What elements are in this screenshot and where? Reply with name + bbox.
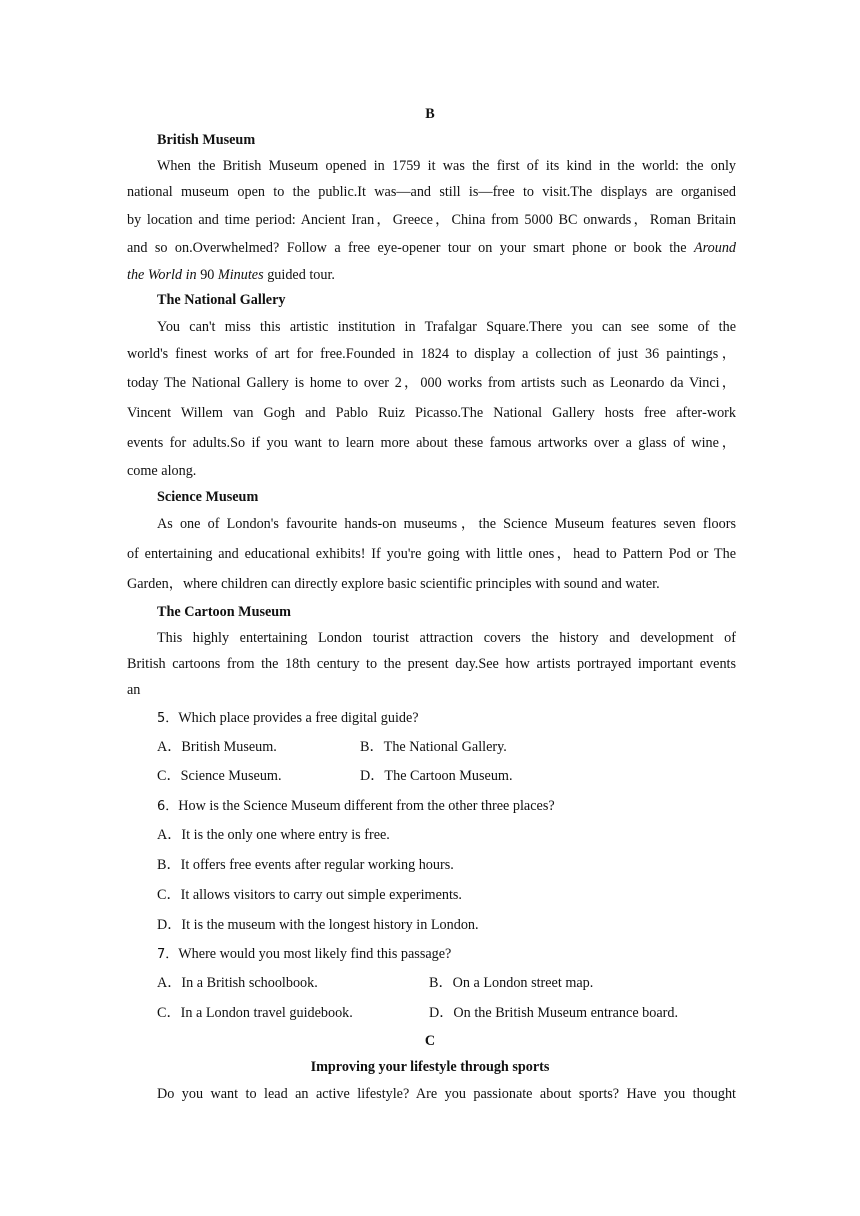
question-6-option-d[interactable]: D．It is the museum with the longest history in London. [157,917,479,933]
question-5-text: Which place provides a free digital guide? [178,710,419,726]
national-gallery-line-3: today The National Gallery is home to over 2，000 works from artists such as Leonardo da Vinci， [127,375,736,391]
science-museum-line-2: of entertaining and educational exhibits! If you're going with little ones，head to Pattern Pod or The [127,546,736,562]
british-museum-line-4 [127,239,736,257]
question-7-option-b[interactable]: B．On a London street map. [429,975,594,991]
british-museum-line-5-tail: guided tour. [267,267,335,283]
national-gallery-heading: The National Gallery [157,292,286,308]
question-6-option-c[interactable]: C．It allows visitors to carry out simple experiments. [157,887,462,903]
question-6-option-a[interactable]: A．It is the only one where entry is free. [157,827,390,843]
british-museum-line-5 [127,266,335,284]
section-c-title: Improving your lifestyle through sports [310,1059,550,1075]
question-5-option-b[interactable]: B．The National Gallery. [360,739,507,755]
question-7 [157,945,451,964]
british-museum-line-5-num: 90 [200,267,215,283]
cartoon-museum-line-1: This highly entertaining London tourist attraction covers the history and development of [157,630,736,646]
national-gallery-line-4: Vincent Willem van Gogh and Pablo Ruiz Picasso.The National Gallery hosts free after‐work [127,405,736,421]
british-museum-line-2: national museum open to the public.It was—and still is—free to visit.The displays are organised [127,184,736,200]
section-c-line-1: Do you want to lead an active lifestyle? Are you passionate about sports? Have you thought [157,1086,736,1102]
question-6-text: How is the Science Museum different from the other three places? [178,798,555,814]
national-gallery-line-1: You can't miss this artistic institution in Trafalgar Square.There you can see some of the [157,319,736,335]
question-7-option-a[interactable]: A．In a British schoolbook. [157,975,318,991]
question-5-option-a[interactable]: A．British Museum. [157,739,277,755]
question-7-option-d[interactable]: D．On the British Museum entrance board. [429,1005,679,1021]
british-museum-line-4-italic: Around [693,240,737,256]
british-museum-line-1: When the British Museum opened in 1759 it was the first of its kind in the world: the only [157,158,736,174]
question-5 [157,709,419,728]
british-museum-line-5-italic-a: the World in [127,267,197,283]
question-6-number: 6． [157,799,179,814]
question-7-text: Where would you most likely find this passage? [178,946,452,962]
national-gallery-line-6: come along. [127,463,197,479]
british-museum-line-3: by location and time period: Ancient Iran，Greece，China from 5000 BC onwards，Roman Britain [127,212,736,228]
question-7-number: 7． [157,947,179,962]
question-6-option-b[interactable]: B．It offers free events after regular working hours. [157,857,454,873]
question-6 [157,797,555,816]
question-5-option-c[interactable]: C．Science Museum. [157,768,282,784]
national-gallery-line-2: world's finest works of art for free.Founded in 1824 to display a collection of just 36 paintings， [127,346,736,362]
science-museum-line-1: As one of London's favourite hands‐on museums，the Science Museum features seven floors [157,516,736,532]
british-museum-line-4-text: and so on.Overwhelmed? Follow a free eye-opener tour on your smart phone or book the [127,240,687,256]
british-museum-heading: British Museum [157,132,256,148]
section-c-letter: C [424,1033,436,1049]
question-5-number: 5． [157,711,179,726]
british-museum-line-5-italic-b: Minutes [217,267,264,283]
cartoon-museum-heading: The Cartoon Museum [157,604,291,620]
cartoon-museum-line-2: British cartoons from the 18th century to the present day.See how artists portrayed important events [127,656,736,672]
question-7-option-c[interactable]: C．In a London travel guidebook. [157,1005,353,1021]
science-museum-heading: Science Museum [157,489,259,505]
science-museum-line-3: Garden，where children can directly explore basic scientific principles with sound and water. [127,576,660,592]
section-b-letter: B [425,106,435,122]
question-5-option-d[interactable]: D．The Cartoon Museum. [360,768,513,784]
cartoon-museum-line-3: an [127,682,141,698]
national-gallery-line-5: events for adults.So if you want to learn more about these famous artworks over a glass of wine， [127,435,736,451]
